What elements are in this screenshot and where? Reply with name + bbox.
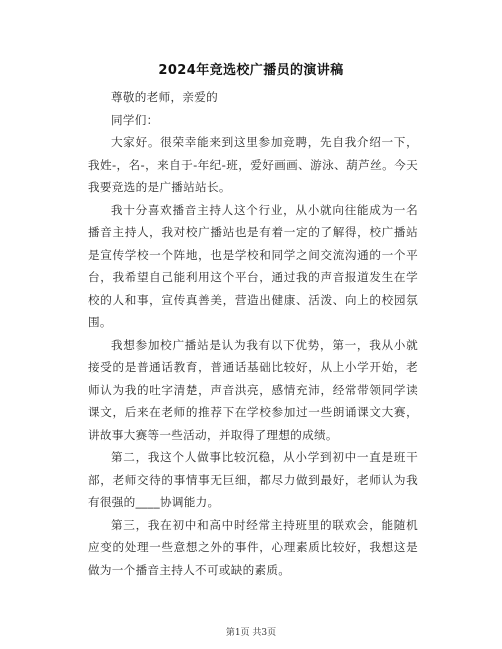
document-title: 2024年竞选校广播员的演讲稿 [158, 63, 344, 78]
page-footer: 第1页 共3页 [225, 628, 277, 638]
paragraph-advantage-second: 第二，我这个人做事比较沉稳，从小学到初中一直是班干部，老师交待的事情事无巨细，都尽力做到最好，老师认为我有很强的____协调能力。 [88, 450, 418, 509]
salutation-line-1: 尊敬的老师，亲爱的 [111, 90, 219, 104]
document-body [88, 86, 418, 581]
paragraph-advantage-first: 我想参加校广播站是认为我有以下优势，第一，我从小就接受的是普通话教育，普通话基础比较好，从上小学开始，老师认为我的吐字清楚，声音洪亮，感情充沛，经常带领同学读课文，后来在老师的推荐下在学校参加过一些朗诵课文大赛，讲故事大赛等一些活动，并取得了理想的成绩。 [88, 337, 418, 442]
paragraph-advantage-third: 第三，我在初中和高中时经常主持班里的联欢会，能随机应变的处理一些意想之外的事件，心理素质比较好，我想这是做为一个播音主持人不可或缺的素质。 [88, 517, 418, 577]
salutation-line-2: 同学们： [111, 112, 159, 127]
paragraph-motivation: 我十分喜欢播音主持人这个行业，从小就向往能成为一名播音主持人，我对校广播站也是有着一定的了解得，校广播站是宣传学校一个阵地，也是学校和同学之间交流沟通的一个平台，我希望自己能利用这个平台，通过我的声音报道发生在学校的人和事，宣传真善美，营造出健康、活泼、向上的校园氛围。 [88, 202, 418, 329]
paragraph-introduction: 大家好。很荣幸能来到这里参加竞聘，先自我介绍一下，我姓-，名-，来自于-年纪-班，爱好画画、游泳、葫芦丝。今天我要竞选的是广播站站长。 [88, 135, 418, 194]
